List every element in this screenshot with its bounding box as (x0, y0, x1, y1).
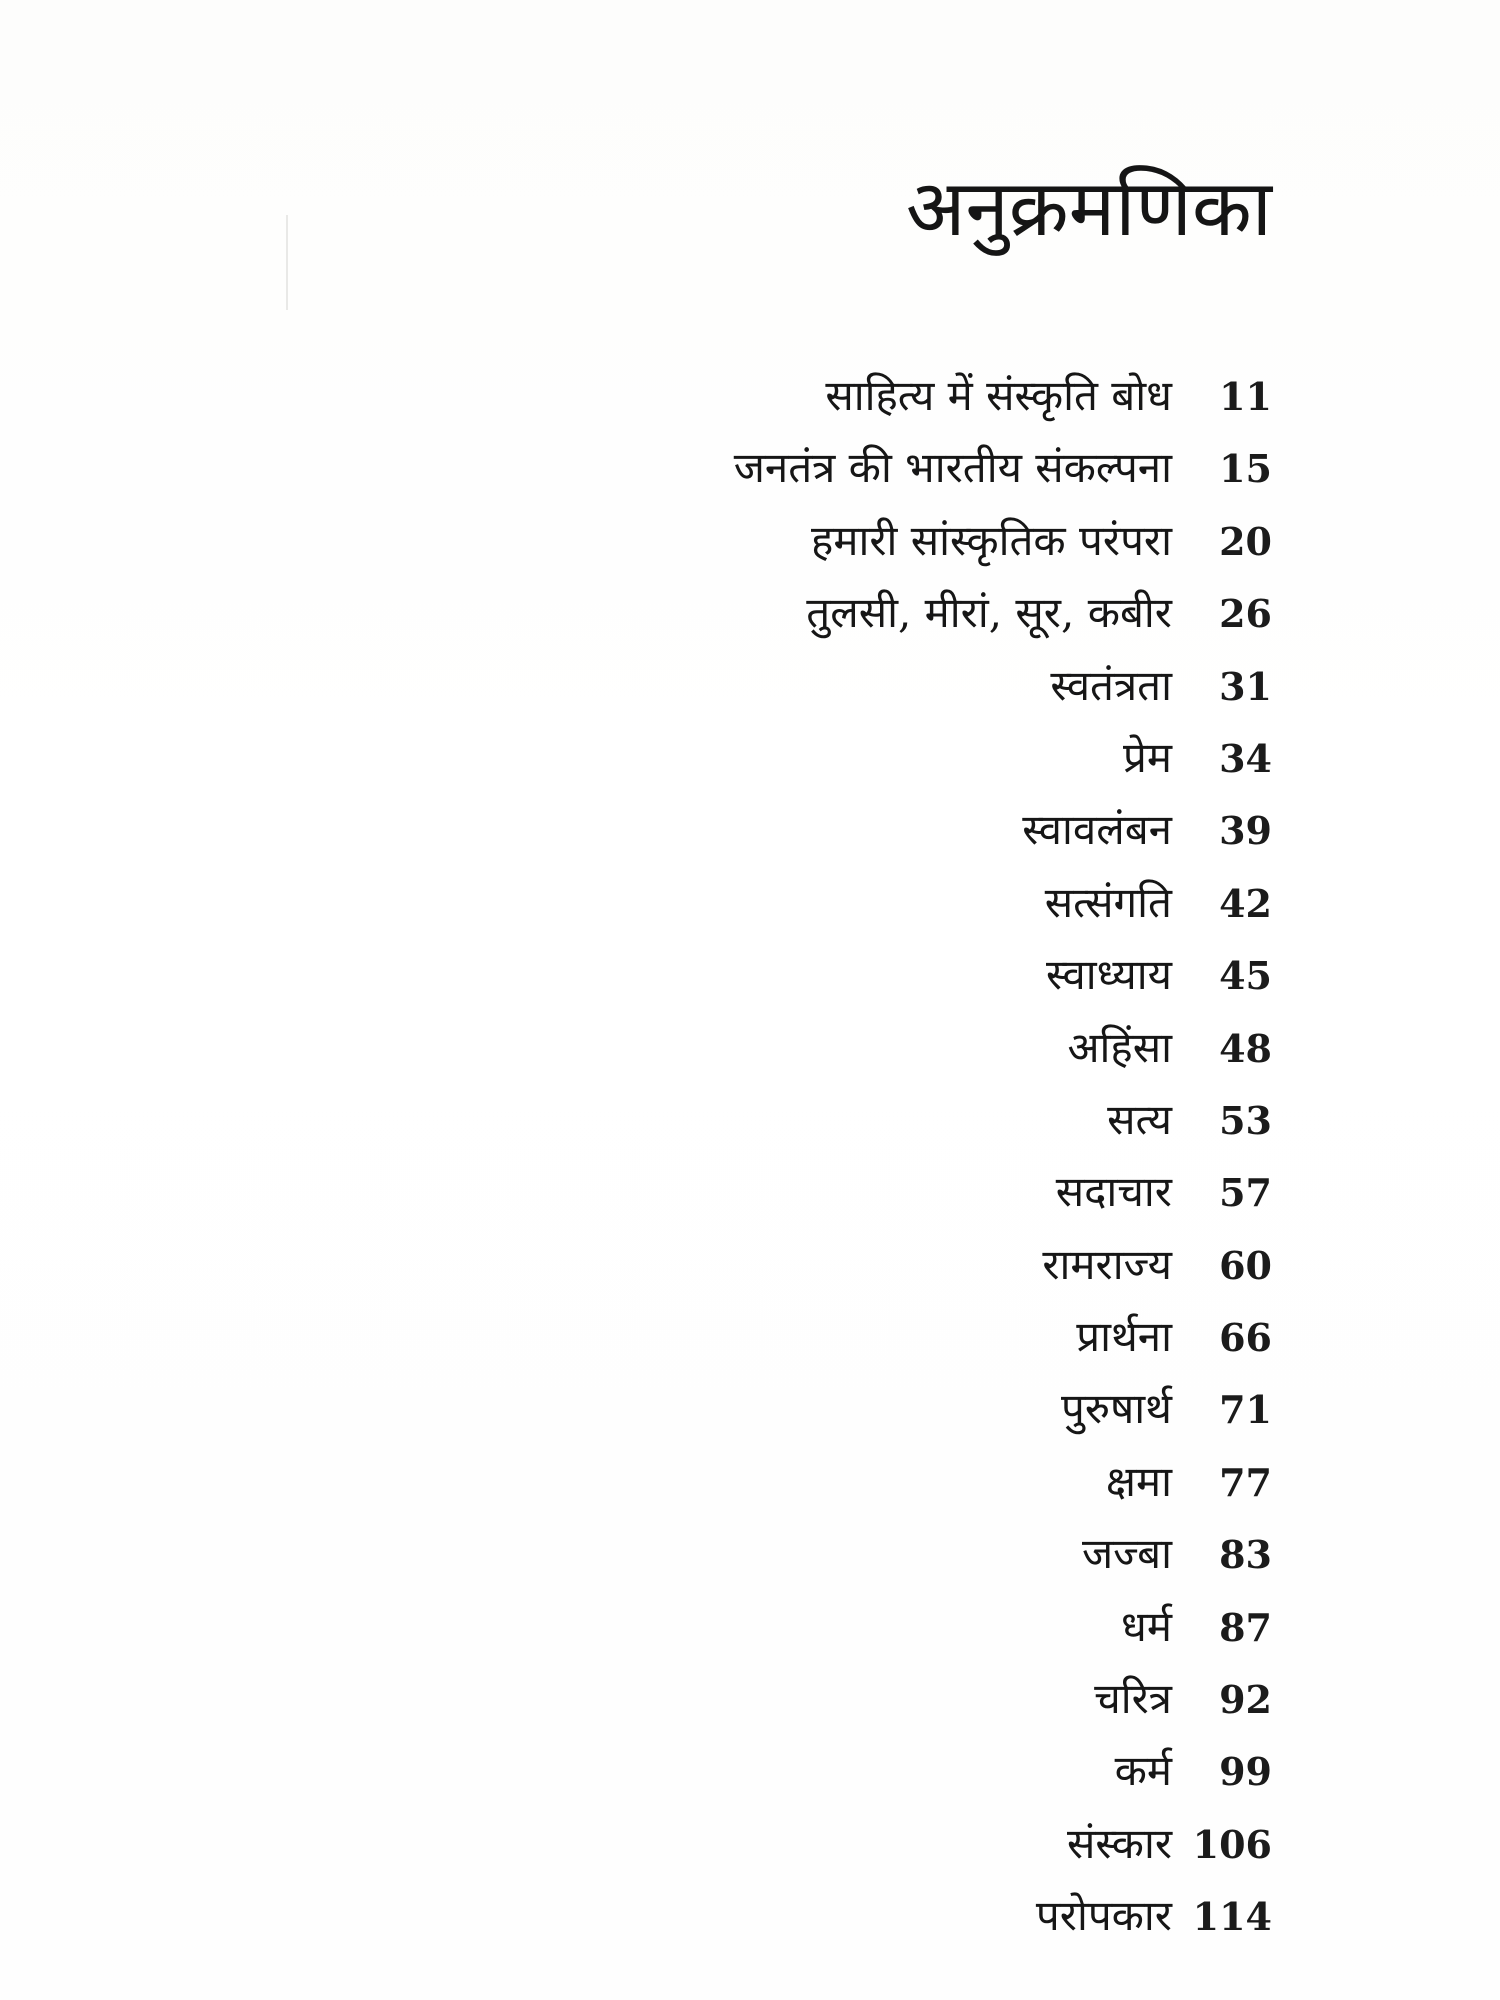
toc-entry-page-number: 34 (1219, 735, 1272, 781)
toc-entry (272, 1156, 1272, 1228)
toc-entry (272, 1880, 1272, 1952)
toc-entry-page-number: 45 (1219, 953, 1272, 999)
toc-entry (272, 577, 1272, 649)
toc-entry-title: तुलसी, मीरां, सूर, कबीर (806, 588, 1172, 638)
toc-entry-page-number: 42 (1219, 880, 1272, 926)
toc-entry-page-number: 39 (1219, 808, 1272, 854)
show-through-mark (286, 215, 288, 310)
toc-entry (272, 1446, 1272, 1518)
toc-entry (272, 1663, 1272, 1735)
toc-entry (272, 1735, 1272, 1807)
toc-entry (272, 1808, 1272, 1880)
toc-entry (272, 360, 1272, 432)
toc-entry (272, 1301, 1272, 1373)
toc-entry-page-number: 87 (1219, 1604, 1272, 1650)
toc-entry-page-number: 11 (1219, 374, 1272, 419)
toc-entry-title: संस्कार (1066, 1818, 1172, 1868)
toc-entry-title: सत्य (1107, 1094, 1172, 1144)
table-of-contents (272, 360, 1272, 1953)
toc-entry (272, 432, 1272, 504)
toc-entry-title: हमारी सांस्कृतिक परंपरा (811, 515, 1172, 565)
toc-entry-title: सत्संगति (1044, 877, 1172, 927)
toc-entry (272, 1373, 1272, 1445)
toc-entry (272, 794, 1272, 866)
toc-entry-title: चरित्र (1094, 1674, 1172, 1724)
toc-entry-title: क्षमा (1105, 1456, 1172, 1506)
toc-entry (272, 1084, 1272, 1156)
toc-entry (272, 867, 1272, 939)
toc-entry-page-number: 71 (1219, 1387, 1272, 1433)
toc-entry-page-number: 57 (1219, 1170, 1272, 1216)
toc-entry-title: सदाचार (1055, 1167, 1172, 1217)
toc-entry-title: पुरुषार्थ (1061, 1384, 1172, 1434)
toc-entry-page-number: 15 (1219, 446, 1272, 492)
toc-entry (272, 1012, 1272, 1084)
toc-entry-title: प्रेम (1122, 732, 1172, 782)
toc-entry (272, 650, 1272, 722)
toc-entry (272, 939, 1272, 1011)
toc-entry-title: स्वतंत्रता (1050, 660, 1172, 710)
toc-entry-page-number: 114 (1192, 1894, 1272, 1940)
toc-entry (272, 722, 1272, 794)
toc-entry-page-number: 99 (1219, 1749, 1272, 1795)
toc-entry-page-number: 106 (1192, 1821, 1272, 1867)
toc-entry-page-number: 66 (1219, 1315, 1272, 1361)
toc-entry-title: अहिंसा (1067, 1022, 1172, 1072)
toc-entry-title: स्वाध्याय (1046, 950, 1172, 1000)
toc-entry-page-number: 31 (1219, 663, 1272, 709)
toc-entry-title: स्वावलंबन (1022, 805, 1172, 855)
toc-entry-title: जनतंत्र की भारतीय संकल्पना (733, 443, 1172, 493)
toc-entry (272, 1518, 1272, 1590)
toc-entry-page-number: 53 (1219, 1097, 1272, 1143)
toc-entry-title: परोपकार (1035, 1891, 1172, 1941)
toc-entry-title: जज्बा (1081, 1529, 1172, 1579)
toc-entry (272, 1591, 1272, 1663)
toc-entry (272, 1229, 1272, 1301)
toc-entry-page-number: 20 (1219, 518, 1272, 564)
toc-entry-page-number: 60 (1219, 1242, 1272, 1288)
toc-entry-page-number: 48 (1219, 1025, 1272, 1071)
toc-entry-title: धर्म (1121, 1601, 1172, 1651)
toc-entry-title: रामराज्य (1042, 1239, 1172, 1289)
toc-entry-title: साहित्य में संस्कृति बोध (825, 371, 1172, 420)
toc-entry-title: कर्म (1114, 1746, 1172, 1796)
toc-entry-page-number: 77 (1219, 1459, 1272, 1505)
toc-entry-page-number: 92 (1219, 1677, 1272, 1723)
toc-entry (272, 505, 1272, 577)
toc-entry-page-number: 26 (1219, 591, 1272, 637)
toc-entry-title: प्रार्थना (1076, 1312, 1172, 1362)
toc-entry-page-number: 83 (1219, 1532, 1272, 1578)
page-title: अनुक्रमणिका (905, 164, 1272, 255)
